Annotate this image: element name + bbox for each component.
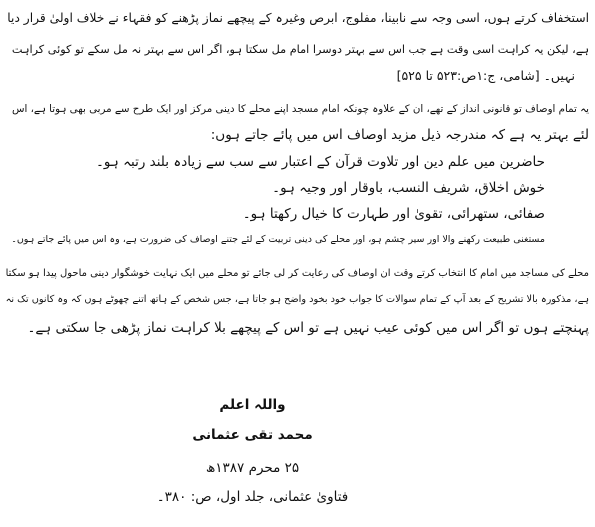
- quality-item-2: خوش اخلاق، شریف النسب، باوقار اور وجیہ ہو۔: [272, 180, 545, 196]
- body-line-10: محلے کی مساجد میں امام کا انتخاب کرتے وقت ان اوصاف کی رعایت کر لی جائے تو محلے میں ایک نہایت خوشگوار دینی ماحول پیدا ہو سکتا: [5, 268, 589, 279]
- body-line-12: پہنچتے ہوں تو اگر اس میں کوئی عیب نہیں ہے تو اس کے پیچھے بلا کراہت نماز پڑھی جا سکتی ہے۔: [27, 320, 589, 336]
- author-name: محمد تقی عثمانی: [192, 427, 313, 443]
- reference-line: نہیں۔ [شامی، ج:۱ص:۵۲۳ تا ۵۲۵]: [396, 68, 575, 83]
- source-citation: فتاویٰ عثمانی، جلد اول، ص: ۳۸۰۔: [156, 489, 349, 505]
- quality-item-4: مستغنی طبیعت رکھنے والا اور سیر چشم ہو، اور محلے کی دینی تربیت کے لئے جتنے اوصاف کی ضرورت ہے، وہ اس میں پائے جاتے ہوں۔: [11, 234, 545, 245]
- body-line-5: لئے بہتر یہ ہے کہ مندرجہ ذیل مزید اوصاف اس میں پائے جاتے ہوں:: [210, 127, 589, 143]
- body-line-1: استخفاف کرتے ہوں، اسی وجہ سے نابینا، مفلوج، ابرص وغیرہ کے پیچھے نماز پڑھنے کو فقہاء نے خلاف اولیٰ قرار دیا: [7, 11, 589, 25]
- closing-phrase: واللہ اعلم: [219, 397, 286, 413]
- quality-item-1: حاضرین میں علم دین اور تلاوت قرآن کے اعتبار سے سب سے زیادہ بلند رتبہ ہو۔: [96, 154, 545, 170]
- body-line-2: ہے، لیکن یہ کراہت اسی وقت ہے جب اس سے بہتر دوسرا امام مل سکتا ہو، اگر اس سے بہتر نہ مل سکے تو کوئی کراہت: [11, 43, 589, 56]
- fatwa-date: ۲۵ محرم ۱۳۸۷ھ: [205, 460, 300, 476]
- body-line-11: ہے، مذکورہ بالا تشریح کے بعد آپ کے تمام سوالات کا جواب خود بخود واضح ہو جاتا ہے، جس شخص کے ہاتھ اتنے چھوٹے ہوں کہ وہ کانوں تک نہ: [5, 294, 589, 305]
- body-line-4: یہ تمام اوصاف تو قانونی انداز کے تھے، ان کے علاوہ چونکہ امام مسجد اپنے محلے کا دینی مرکز اور ایک طرح سے مربی بھی ہوتا ہے، اس: [11, 103, 589, 115]
- quality-item-3: صفائی، ستھرائی، تقویٰ اور طہارت کا خیال رکھتا ہو۔: [242, 206, 545, 222]
